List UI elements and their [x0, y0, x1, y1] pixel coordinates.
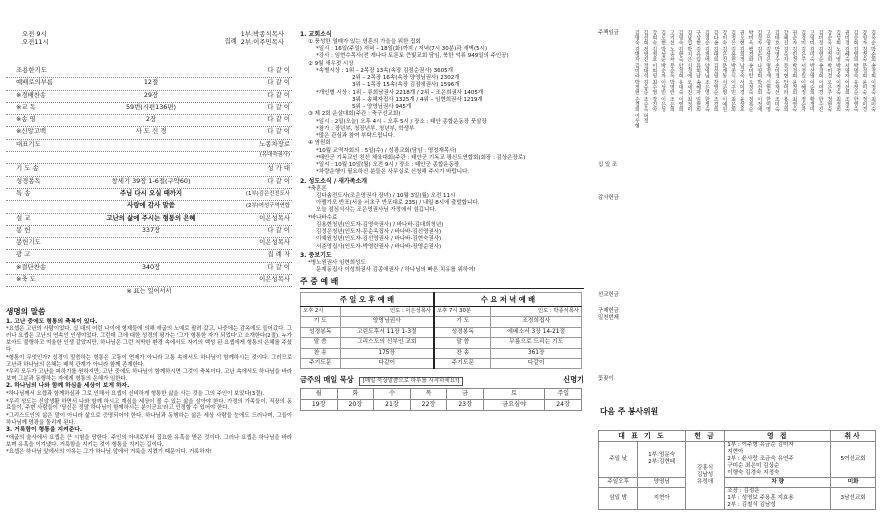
order-row	[6, 164, 292, 176]
meditation-chapter: 23장	[447, 400, 484, 411]
stand-note: ※ 표는 일어서서	[126, 288, 172, 296]
news-line: 3위 – 송혜자집사 1325개 / 4위 – 임현희권사 1219개	[352, 96, 483, 103]
order-person: 집 례 자	[267, 250, 290, 259]
worship-value: 무릎으로 드리는 기도	[491, 338, 582, 348]
sermon-point: 2. 하나님의 나와 함께 하심을 세상이 보게 하자.	[6, 383, 130, 390]
news-line: 오늘 점심식사는 조은영권사님 가정에서 섬깁니다.	[316, 207, 437, 214]
order-person: (1부)김은진전도사	[245, 190, 290, 197]
order-content: 사 도 신 경	[135, 127, 167, 136]
worship-label: 말 씀	[301, 338, 341, 348]
order-item: 광 고	[16, 250, 31, 259]
offering-name-column: 김다솜 김대희 김선영 장영순 조경희	[712, 30, 719, 112]
order-item: 기 도 송	[16, 164, 39, 173]
meditation-day: 토	[483, 389, 544, 400]
sunday-worship-title: 주 일 오 후 예 배	[301, 292, 435, 306]
order-list	[6, 66, 292, 287]
news-line: *일시 : 2일(오늘) 오후 4시 – 오후 5시 / 장소 : 태안 종합운동장 풋살장	[316, 118, 487, 125]
volunteer-hdr-greet: 영 접	[725, 431, 831, 442]
worship-row	[301, 358, 582, 368]
offering-name-column: 고영미 김미숙 박선영 이순희 황정미	[808, 30, 815, 112]
offering-category: 십 일 조	[598, 162, 618, 168]
worship-value: 고린도후서 11장 1-3절	[340, 327, 434, 337]
order-row	[6, 127, 292, 139]
offering-name-column: 김도현 박성준 박순자 이성민 이은성	[660, 30, 666, 112]
church-news	[300, 30, 584, 411]
order-item: 봉 헌	[16, 225, 31, 234]
order-item: 봉헌기도	[16, 238, 41, 247]
sermon-paragraph: *그리스도인의 삶은 말이 아니라 삶으로 증명되어야 한다. 하나님과 동행하는 삶은 세상 사람들 눈에도 드러나며, 그들이 하나님께 영광을 돌리게 된다.	[6, 412, 292, 426]
order-row	[6, 103, 292, 115]
order-person: 다 같 이	[267, 127, 290, 136]
time-first: 오전 9시	[22, 30, 47, 38]
worship-label: 찬 송	[434, 348, 491, 358]
volunteer-hdr-cook: 취사	[831, 431, 876, 442]
order-row	[6, 275, 292, 287]
order-person: 다 같 이	[267, 102, 290, 111]
order-row	[6, 250, 292, 262]
news-line: *개인별 시상 : 1위 – 류희남권사 2218개 / 2위 – 조은희권사 1405개	[316, 89, 484, 96]
order-row	[6, 201, 292, 213]
order-row	[6, 177, 292, 189]
offering-name-column: 김정은 김용현 박종식 이주민 최은희	[730, 30, 736, 112]
offering-name-column: 박미옥 백경화 송미란 오정숙 정복순	[747, 30, 754, 112]
order-item: 대표기도	[16, 139, 41, 148]
worship-value: 361장	[491, 348, 582, 358]
order-content: 29장	[143, 90, 159, 99]
meditation-chapter: 19장	[301, 400, 338, 411]
offering-name-column: 김순희 김영희 박명숙 유정순 한영숙	[852, 30, 859, 112]
worship-label: 주기도문	[301, 358, 341, 368]
meditation-day: 주일	[545, 389, 582, 400]
order-person: (2부)여성구역연합	[245, 203, 290, 210]
news-list	[300, 31, 584, 274]
offering-name-column: 김영숙 김현숙 안정희 유대숙 이영희	[677, 30, 684, 112]
order-item: ※송 영	[16, 115, 36, 124]
volunteer-row	[599, 477, 876, 487]
order-person: (유대숙권사)	[259, 152, 290, 159]
news-line: *축혼론	[308, 185, 327, 192]
offering-name-column: 김미정 김영순 송경희 이미경 한수진	[817, 30, 824, 112]
order-row	[6, 152, 292, 164]
offering-category: 감사헌금	[598, 195, 619, 201]
order-row	[6, 140, 292, 152]
volunteer-row	[599, 487, 876, 509]
volunteer-hdr-pray: 대 표 기 도	[599, 431, 686, 442]
worship-label: 기 도	[301, 317, 341, 327]
order-item: 설 교	[16, 213, 31, 222]
offering-name-column: 김남열 박지은 신경애 오세진 최정미	[686, 30, 693, 112]
offering-name-column: 김명숙 김명자 김미라 박정현 손경희 이우형	[633, 30, 640, 128]
news-line: 3. 중보기도	[300, 251, 332, 259]
news-line: *일시 : 10월 10일(월) 오전 9시 / 장소 : 태안군 종합운동장	[316, 162, 460, 169]
worship-value: 175장	[340, 348, 434, 358]
order-item: 성경봉독	[16, 176, 41, 185]
worship-value: 조경희집사	[491, 317, 582, 327]
order-item: ※신앙고백	[16, 127, 47, 136]
offering-name-column: 강순옥 김정희 박미정 오은주 정현숙	[826, 30, 833, 112]
offering-name-column: 강영자 김정숙 문경희 윤미숙 정미경	[861, 30, 868, 112]
volunteer-service: 주일 낮	[599, 442, 638, 478]
order-content: 고난의 삶에 주시는 형통의 은혜	[106, 213, 196, 222]
order-content: 337장	[141, 225, 161, 234]
volunteer-row	[599, 442, 876, 478]
offering-name-column: 권오현 김희정 남궁숙 서미경 윤상호	[738, 30, 745, 112]
wednesday-time: 오후 7시 30분	[434, 306, 491, 316]
volunteer-pray: 양영님	[638, 477, 686, 487]
order-person: 다 같 이	[267, 78, 290, 87]
volunteer-pray: 지현아	[638, 487, 686, 509]
news-line: ② 9월 새우젓 시상	[308, 60, 354, 67]
offering-name-column: 고은영 김상은 명정재 신현숙 한미영	[765, 30, 771, 112]
order-row	[6, 66, 292, 78]
offering-members	[598, 30, 876, 402]
sermon-body	[6, 319, 292, 457]
news-line: 1. 교회소식	[300, 31, 332, 38]
order-item: ※결단찬송	[16, 262, 47, 271]
news-line: 아펠가모 반포(서울 서초구 반포대로 235) / 내일 8시에 출발합니다.	[316, 200, 480, 207]
order-item: ※축 도	[16, 275, 36, 284]
order-item: 예배로의부름	[16, 78, 54, 87]
news-line: 문재동집사 이성희권사 김종애권사 / 하나님의 빠른 치유를 위하여!	[316, 266, 476, 273]
worship-value: 양영님권사	[340, 317, 434, 327]
offering-category: 주책임금	[598, 30, 619, 36]
volunteer-cook: 5여선교회	[831, 442, 876, 478]
news-line: 이예원청년(인도자-김선영권사 / 바나바-김현숙권사)	[316, 236, 442, 243]
offering-name-column: 구상현 김유림 류희남 송혜자 임현희	[695, 30, 701, 112]
order-person: 다 같 이	[267, 262, 290, 271]
offering-names	[632, 30, 876, 402]
daily-meditation-table	[300, 388, 582, 411]
sunday-time: 오후 2시	[301, 306, 341, 316]
volunteer-cook: 3남선교회	[831, 487, 876, 509]
order-item: 조용한기도	[16, 66, 47, 74]
volunteer-offering: 강홍식 김남성 유정애	[685, 442, 724, 510]
sermon-point: 1. 고난 중에도 형통의 축복이 있다.	[6, 318, 98, 325]
order-person: 다 같 이	[267, 66, 290, 74]
offering-category: 꽃꽂이	[598, 376, 614, 382]
news-line: *바나바수료	[308, 214, 338, 221]
daily-meditation-note: [매일 묵상말씀으로 하루를 시작하세요!]	[359, 377, 464, 386]
news-line: 서준영집사(인도자-박영란권사 / 바나바-장영순권사)	[316, 243, 442, 250]
order-person: 이은성목사	[259, 238, 290, 247]
offering-name-column: 김점순 김점애 양영님 조은영 한정숙	[703, 30, 710, 112]
news-line: 2위 – 2목장 16속(속장 양영님권사) 2302개	[352, 75, 460, 82]
worship-label: 주기도문	[434, 358, 491, 368]
order-item: 특 송	[16, 188, 31, 197]
volunteer-greet: 1부 : 이주형 유금순 김미자 지현아 2부 : 윤사랑 조금숙 유연주 구미순 최은미 김상순 이행숙 김경숙 지정숙	[725, 442, 831, 478]
news-line: 3위 – 1목장 15속(속장 김점애권사) 1596개	[352, 82, 460, 89]
daily-meditation-title: 금주의 매일 묵상	[300, 375, 354, 385]
order-row	[6, 226, 292, 238]
offering-name-column: 고기선 노종차 문순옥 박영란 조은희	[668, 30, 675, 112]
meditation-day: 목	[410, 389, 447, 400]
news-line: *강사 : 임현수목사(전 캐나다 토론토 큰빛교회 담임, 북한 억류 949일의 주인공)	[316, 53, 509, 60]
order-content: 사랑에 감사 말씀	[127, 201, 175, 210]
worship-row	[301, 338, 582, 348]
news-line: ④ 염원회	[308, 140, 331, 147]
weekday-worship-title: 주 중 예 배	[300, 277, 584, 289]
news-line: *병노원권사 임현희성도	[308, 259, 366, 266]
offering-name-column: 김태호 박영수 손미경 유재선 조미숙	[773, 30, 780, 112]
news-line: *10월 교역자회의 : 5일(수) / 성광교회(담임 : 명정재목사)	[316, 147, 457, 154]
order-content: 창세기 39장 1-6절(구약60)	[111, 176, 191, 185]
news-line: *많은 관심과 참여 부탁드립니다.	[316, 133, 395, 140]
service-times-left	[22, 30, 49, 52]
sermon-paragraph: *우리 성도는 신앙생활 하면서 나와 함께 하시고 계심을 세상이 볼 수 있는 삶을 살아야 한다. 가정의 가족들이, 직장의 동료들이, 주변 사람들이 '당신은 정말 하나님이 함께하시는 분이군요'라고 인정할 수 있어야 한다.	[6, 398, 292, 412]
sermon-paragraph: *요셉은 하나님 앞에서의 이유는 그가 하나님 앞에서 거룩을 지켰기 때문이다. 거룩하자!	[6, 449, 212, 456]
offering-category: 구제헌금 일천번제	[598, 308, 619, 321]
order-row	[6, 238, 292, 250]
meditation-day: 금	[447, 389, 484, 400]
daily-meditation	[300, 375, 584, 386]
worship-row	[301, 317, 582, 327]
worship-value: 그리스도의 신부인 교회	[340, 338, 434, 348]
weekday-worship-table	[300, 292, 582, 369]
volunteer-cook: 미화	[831, 477, 876, 487]
volunteer-service: 주일오후	[599, 477, 638, 487]
order-person: 성 가 대	[267, 164, 290, 173]
news-line: 2. 성도소식 / 새가족소개	[300, 177, 368, 185]
order-person: 노종차장로	[259, 139, 290, 148]
order-person: 다 같 이	[267, 115, 290, 124]
order-row	[6, 91, 292, 103]
order-row	[6, 78, 292, 90]
meditation-day: 수	[374, 389, 411, 400]
officiants	[241, 30, 284, 52]
volunteer-hdr-offering: 헌 금	[685, 431, 724, 442]
order-row	[6, 189, 292, 201]
offering-name-column: 강희숙 김영호 이희영 최수영 장진아	[651, 30, 658, 112]
daily-meditation-book: 신명기	[563, 375, 584, 385]
worship-label: 찬 송	[301, 348, 341, 358]
order-row	[6, 214, 292, 226]
order-item: ※경배찬송	[16, 90, 47, 99]
worship-label: 성경봉독	[434, 327, 491, 337]
sermon-title: 생명의 말씀	[6, 307, 46, 317]
volunteer-title: 다음 주 봉사위원	[600, 407, 659, 416]
news-line: 김용현청년(인도자-김영숙권사) / 바나바-김대희청년)	[316, 221, 444, 228]
volunteer-table	[598, 430, 876, 510]
worship-label: 말 씀	[434, 338, 491, 348]
news-line: *참가 : 장년부, 청장년부, 청년부, 학생부	[316, 125, 415, 132]
order-content: 59번(시편136편)	[125, 102, 176, 111]
news-line: *차량운행이 필요하신 분들은 사무실로 신청해 주시기 바랍니다.	[316, 169, 470, 176]
order-person: 다 같 이	[267, 176, 290, 185]
worship-row	[301, 327, 582, 337]
officiant-label: 집례	[224, 37, 237, 45]
meditation-chapter: 20장	[337, 400, 374, 411]
sermon-point: 3. 거룩함이 형통을 지켜준다.	[6, 427, 83, 434]
order-row	[6, 263, 292, 275]
news-line: 김다솜전도사(조은영권사 장녀) / 10월 3일(월) 오전 11시	[316, 192, 456, 199]
sermon-paragraph: *하나님께서 요셉과 함께하심과 그로 인해서 요셉이 신비하게 형통한 삶을 사는 것을 그의 주인이 보았다(3절).	[6, 391, 265, 398]
order-person: 다 같 이	[267, 225, 290, 234]
worship-value: 다같이	[491, 358, 582, 368]
order-content: 주님 다시 오실 때까지	[119, 188, 183, 197]
news-line: 5위 – 양영님권사 945개	[352, 104, 412, 111]
order-content: 340장	[141, 262, 161, 271]
meditation-chapter: 금요심야	[483, 400, 544, 411]
worship-value: 다같이	[340, 358, 434, 368]
offering-name-column: 강혜진 김숙자 문지현 안미라 홍성희	[782, 30, 789, 112]
worship-row	[301, 348, 582, 358]
offering-name-column: 권미경 김혜숙 서영자 이선희 조정숙	[843, 30, 850, 112]
news-line: *속별시상 : 1위 – 2목장 13속(속장 김점순권사) 3605개	[316, 67, 453, 74]
order-person: 다 같 이	[267, 90, 290, 99]
order-person: 이은성목사	[259, 275, 290, 284]
order-row	[6, 115, 292, 127]
sermon-paragraph: *애굽의 술사에서 요셉은 큰 시험을 당한다. 주인의 아내로부터 집요한 유혹을 받은 것이다. 그러나 요셉은 하나님을 바라보며 유혹을 이겨냈다. 거룩함을 지키는 것이 형통을 지키는 길이다.	[6, 435, 292, 448]
order-item: ※교 독	[16, 102, 36, 111]
offering-name-column: 김옥순 박순희 송정희 이정숙 최미숙	[870, 30, 876, 112]
offering-name-column: 김경자 김순녀 나영희 박선희 이정애	[756, 30, 763, 112]
offering-category: 선교헌금	[598, 292, 619, 298]
sermon-paragraph: *요셉은 고난의 사람이었다. 십 대의 어린 나이에 형제들에 의해 애굽의 노예로 팔려 갔고, 나중에는 감옥에도 들어갔다. 그러나 요셉은 고난의 연속인 인생이었다. 그런데 그에 대한 성경의 평가는 '그가 형통한 자가 되었다'고 소개한다(2절). 누가 보아도 불행하고 억울한 인생 같았지만, 하나님은 그런 척박한 환경 속에서도 자기의 백성 된 요셉에게 형통의 은혜를 주셨다.	[6, 326, 292, 354]
volunteer-pray: 1부:엄문숙 2부:김현태	[638, 442, 686, 478]
offering-name-column: 권순자 김민정 박경희 윤정희 최영숙	[791, 30, 798, 112]
time-second: 오전11시	[22, 38, 49, 46]
news-line: 김정은청년(인도자-문순옥집사 / 바나바-김선영권사)	[316, 229, 442, 236]
meditation-day: 월	[301, 389, 338, 400]
order-content: 2장	[145, 115, 157, 124]
offering-name-column: 김경미 김은주 서정원 이혜정 정순자	[800, 30, 806, 112]
news-line: ① 풍성한 열매가 있는 영혼의 가을을 위한 집회	[308, 38, 421, 45]
news-line: *일시 : 16일(주일) 저녁 – 18일(화)까지 / 저녁(7시 30분)과 새벽(5시)	[316, 46, 488, 53]
meditation-day: 화	[337, 389, 374, 400]
sermon-paragraph: *형통이 무엇인가? 성경이 말씀하는 형통은 고통이 면제가 아니라 고통 속에서도 하나님이 함께하시는 것이다. 그러므로 고난과 하나님의 은혜는 배척 관계가 아니라 함께 존재한다.	[6, 354, 292, 368]
worship-label: 성경봉독	[301, 327, 341, 337]
service-times	[6, 30, 292, 52]
worship-label: 기 도	[434, 317, 491, 327]
order-of-service	[6, 30, 292, 457]
offering-list	[598, 30, 876, 402]
sermon-paragraph: *우리 모두가 고난을 피하기를 원하지만, 고난 중에도 하나님이 함께하시면 그것이 축복이다. 고난 속에서도 하나님을 바라보며 그분과 동행하는 자에게 형통의 은혜가 임한다.	[6, 368, 292, 382]
offering-name-column: 강미숙 김은진 문재동 서준영 이예원	[721, 30, 728, 112]
news-line: *태안군 기독교인 친선 체육대회(주관 : 태안군 기독교 평신도연합회(회장 : 김상은장로)	[316, 154, 526, 161]
volunteer-service: 삼일 밤	[599, 487, 638, 509]
meditation-chapter: 21장	[374, 400, 411, 411]
wednesday-worship-title: 수 요 저 녁 예 배	[434, 292, 581, 306]
offering-name-column: 김성희 노미영 박정숙 이경숙 최정희	[835, 30, 841, 112]
officiant-first: 1부:박종식목사	[240, 30, 284, 38]
meditation-chapter: 22장	[410, 400, 447, 411]
volunteer-greet: 차 량	[725, 477, 831, 487]
volunteer-greet: 조장 : 김정운 1부 : 성영보 주용훈 지효용 2부 : 김철식 김남성	[725, 487, 831, 509]
order-content: 12절	[143, 78, 159, 87]
wednesday-lead: 인도 : 박종식목사	[491, 306, 582, 316]
offering-name-column: 김선희 정영진 정대석 김승준 조순옥 허정	[642, 30, 649, 123]
news-line: ③ 제 2회 운살대회(주관 : 축구선교회)	[308, 111, 401, 118]
meditation-chapter: 24장	[545, 400, 582, 411]
officiant-second: 2부:이주민목사	[240, 38, 284, 46]
worship-value: 에베소서 3장 14-21절	[491, 327, 582, 337]
order-person: 이은성목사	[259, 213, 290, 222]
sunday-lead: 인도 : 이은성목사	[340, 306, 434, 316]
